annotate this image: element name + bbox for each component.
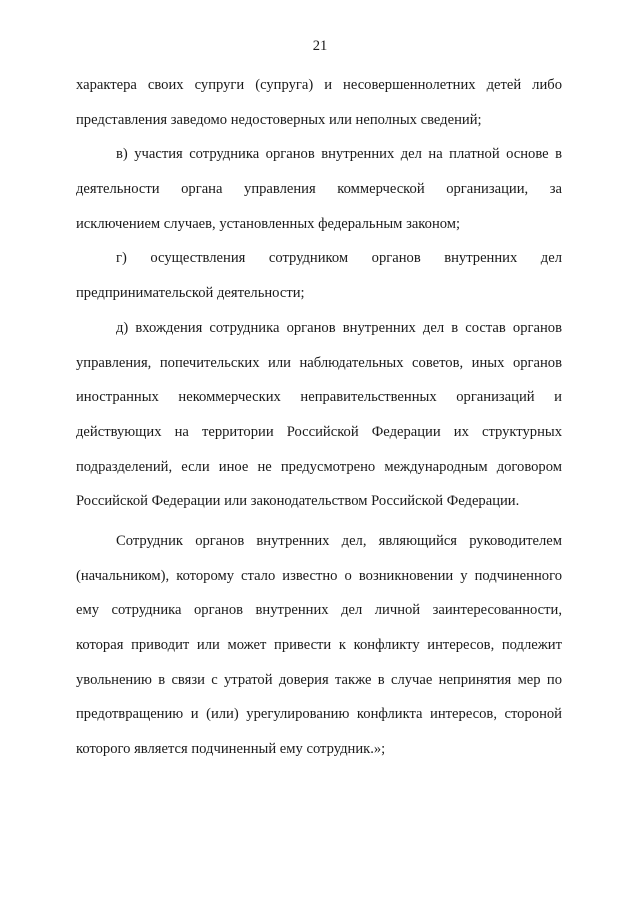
paragraph-supervisor-dismissal — [76, 530, 562, 773]
text-line: предпринимательской деятельности; — [76, 285, 305, 302]
text-line: г) осуществления сотрудником органов внутренних дел — [116, 250, 562, 267]
text-line: Сотрудник органов внутренних дел, являющийся руководителем — [116, 532, 562, 549]
paragraph-item-v — [76, 143, 562, 247]
paragraph-item-g — [76, 247, 562, 316]
text-line: (начальником), которому стало известно о возникновении у подчиненного — [76, 567, 562, 584]
text-line: которая приводит или может привести к конфликту интересов, подлежит — [76, 637, 562, 653]
text-line: действующих на территории Российской Федерации их структурных — [76, 423, 562, 440]
text-line: представления заведомо недостоверных или неполных сведений; — [76, 111, 482, 128]
page-number: 21 — [312, 38, 328, 54]
text-line: которого является подчиненный ему сотрудник.»; — [76, 741, 386, 758]
text-line: подразделений, если иное не предусмотрено международным договором — [76, 458, 562, 475]
paragraph-spouse-children-info — [76, 74, 562, 143]
text-line: исключением случаев, установленных федеральным законом; — [76, 215, 461, 232]
text-line: ему сотрудника органов внутренних дел личной заинтересованности, — [76, 602, 562, 619]
text-line: увольнению в связи с утратой доверия также в случае непринятия мер по — [76, 671, 562, 688]
text-line: деятельности органа управления коммерческой организации, за — [76, 181, 562, 198]
text-line: характера своих супруги (супруга) и несовершеннолетних детей либо — [76, 77, 562, 93]
paragraph-item-d — [76, 317, 562, 525]
text-line: в) участия сотрудника органов внутренних дел на платной основе в — [116, 146, 562, 163]
document-body — [76, 74, 562, 773]
text-line: предотвращению и (или) урегулированию конфликта интересов, стороной — [76, 706, 562, 723]
text-line: д) вхождения сотрудника органов внутренних дел в состав органов — [116, 319, 562, 336]
text-line: Российской Федерации или законодательством Российской Федерации. — [76, 493, 520, 510]
text-line: иностранных некоммерческих неправительственных организаций и — [76, 389, 562, 406]
text-line: управления, попечительских или наблюдательных советов, иных органов — [76, 354, 562, 371]
